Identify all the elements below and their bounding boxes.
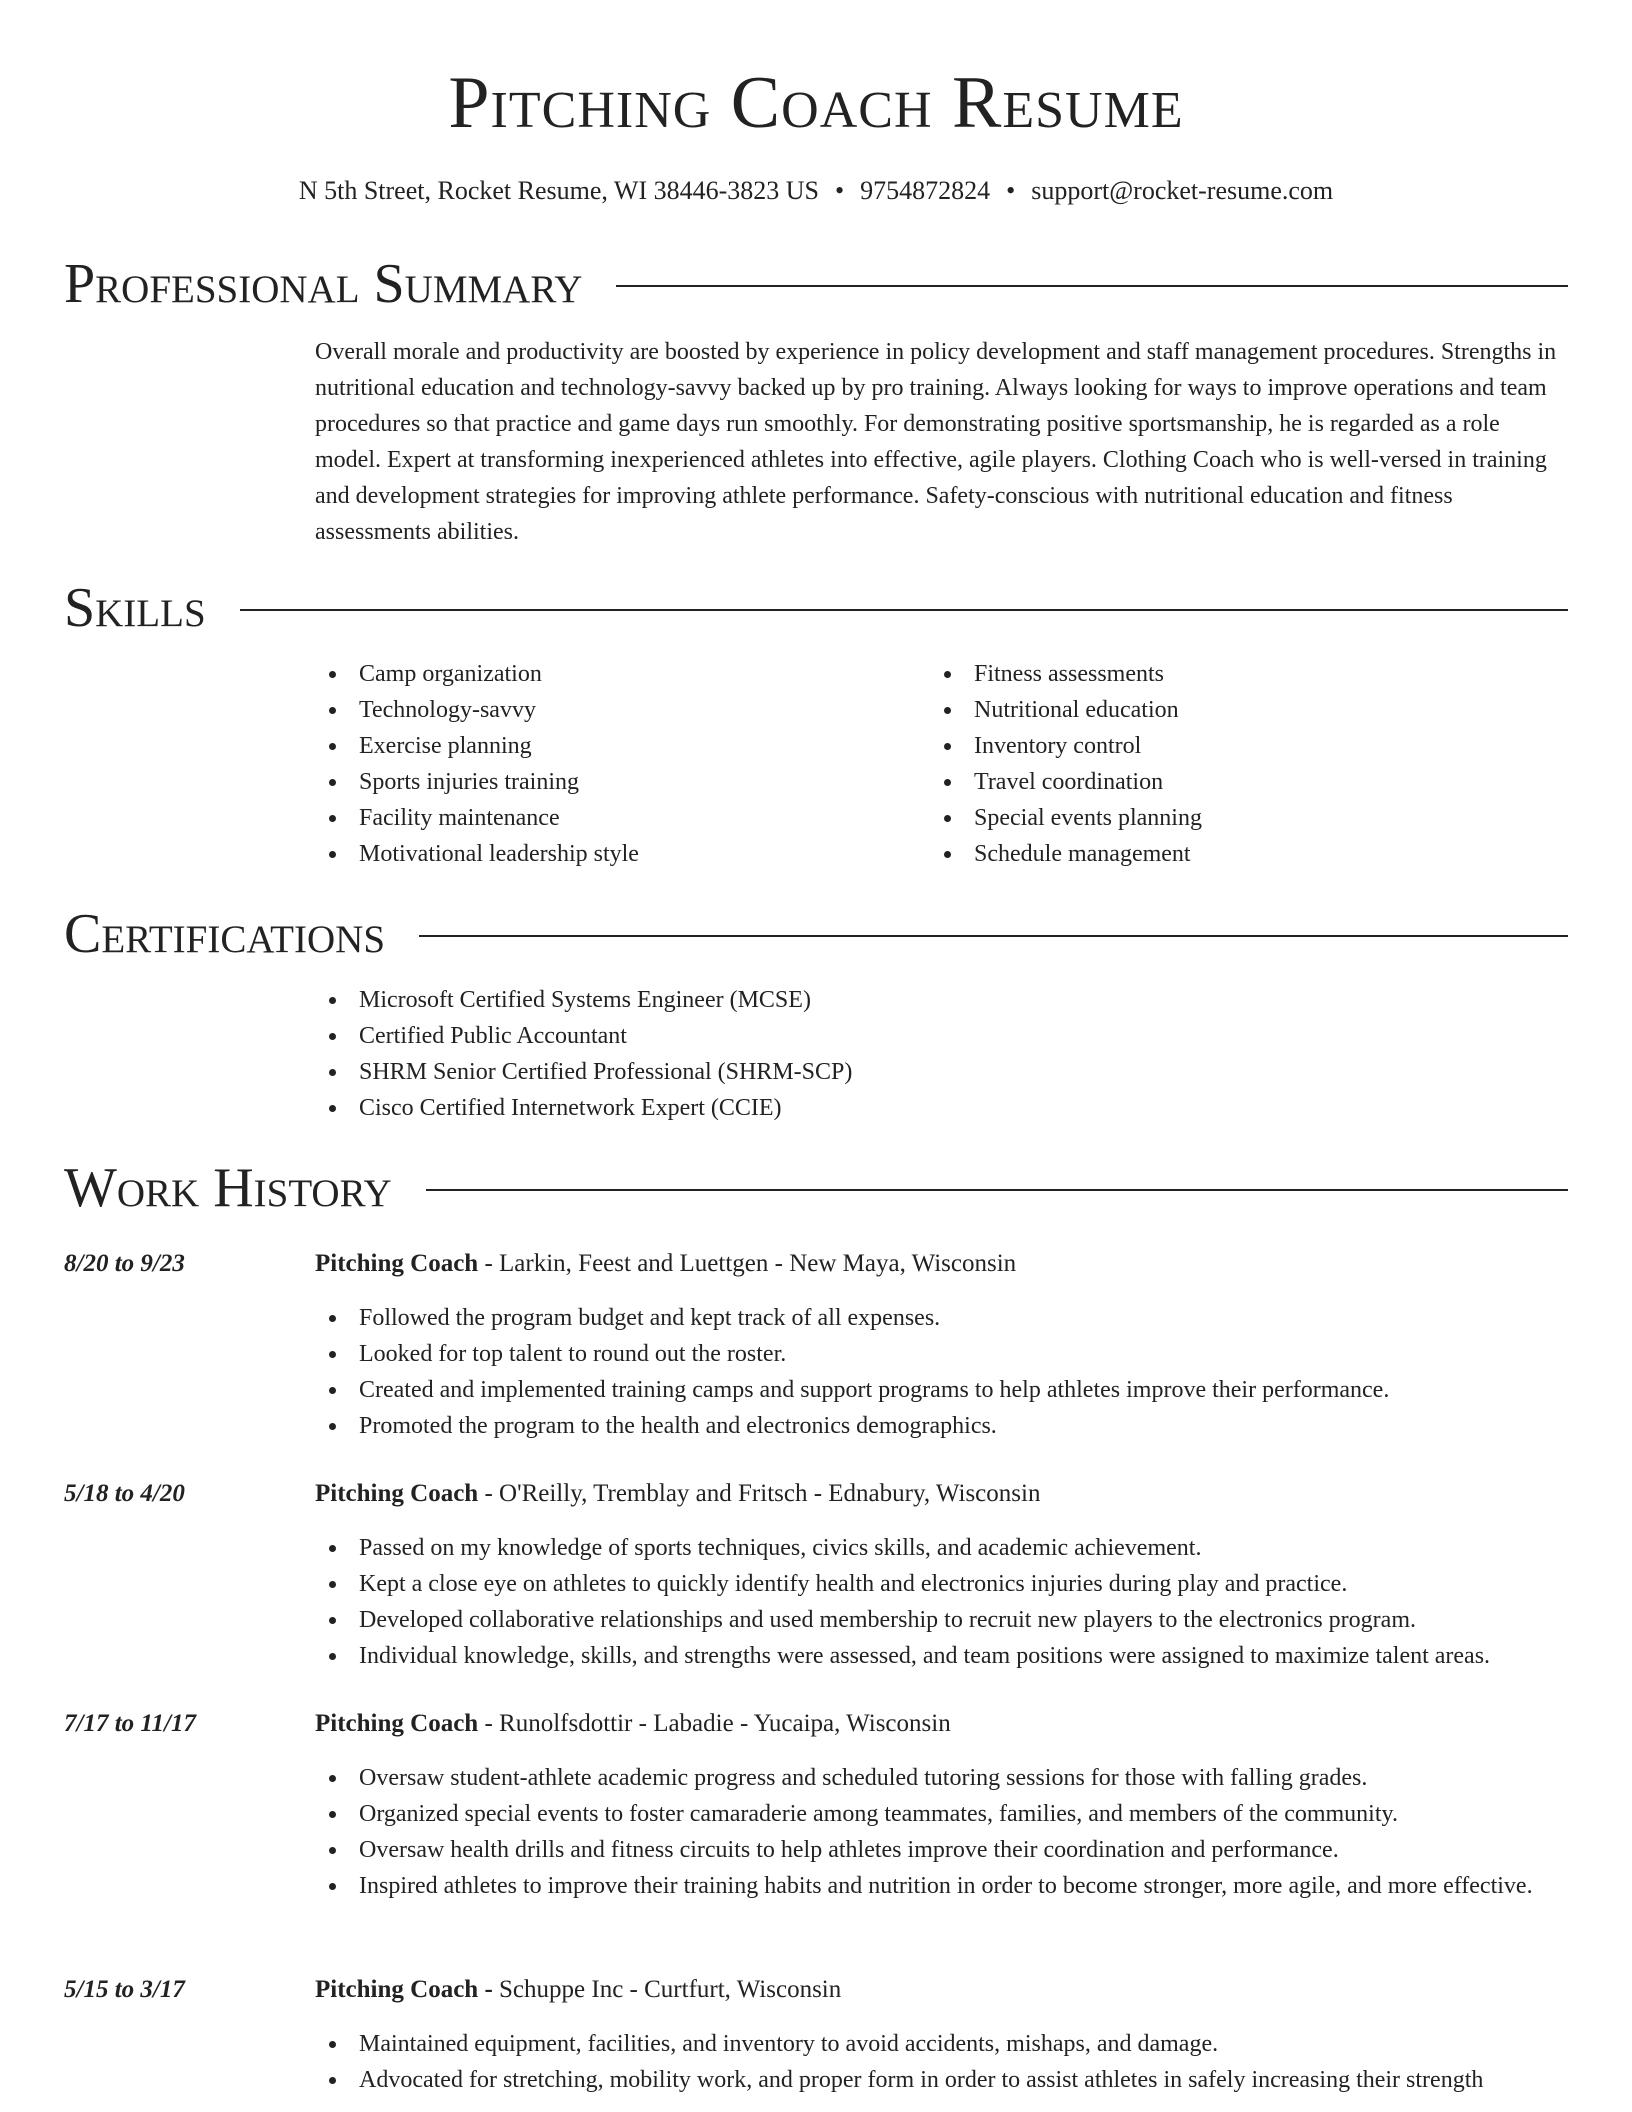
resume-title: Pitching Coach Resume — [448, 62, 1184, 144]
job-dates: 8/20 to 9/23 — [64, 1250, 185, 1277]
certifications-heading: Certifications — [64, 903, 386, 965]
skills-list-left — [315, 656, 915, 872]
job-bullet: Promoted the program to the health and electronics demographics. — [315, 1408, 1570, 1444]
certification-item: Cisco Certified Internetwork Expert (CCIE) — [315, 1090, 1570, 1126]
job-employer: - Runolfsdottir - Labadie - Yucaipa, Wisconsin — [484, 1710, 951, 1737]
job-bullet: Created and implemented training camps and support programs to help athletes improve their performance. — [315, 1372, 1570, 1408]
certification-item: SHRM Senior Certified Professional (SHRM-SCP) — [315, 1054, 1570, 1090]
job-bullet-list — [315, 1530, 1570, 1674]
skills-list-right — [930, 656, 1530, 872]
skill-item: Facility maintenance — [315, 800, 915, 836]
job-bullet: Looked for top talent to round out the roster. — [315, 1336, 1570, 1372]
job-employer: - O'Reilly, Tremblay and Fritsch - Ednabury, Wisconsin — [484, 1480, 1041, 1507]
job-bullets — [315, 1300, 1570, 1444]
skill-item: Inventory control — [930, 728, 1530, 764]
skill-item: Special events planning — [930, 800, 1530, 836]
summary-text: Overall morale and productivity are boosted by experience in policy development and staff management procedures. Strengths in nutritional education and technology-savvy backed up by pro training. Always looking for ways to improve operations and team procedures so that practice and game days run smoothly. For demonstrating positive sportsmanship, he is regarded as a role model. Expert at transforming inexperienced athletes into effective, agile players. Clothing Coach who is well-versed in training and development strategies for improving athlete performance. Safety-conscious with nutritional education and fitness assessments abilities. — [315, 339, 1557, 545]
certifications-column — [315, 982, 1570, 1126]
job-dates: 5/15 to 3/17 — [64, 1976, 185, 2003]
job-bullet-list — [315, 2026, 1570, 2098]
job-employer: Schuppe Inc - Curtfurt, Wisconsin — [499, 1976, 842, 2003]
contact-email[interactable]: support@rocket-resume.com — [1031, 176, 1334, 205]
skill-item: Travel coordination — [930, 764, 1530, 800]
contact-address: N 5th Street, Rocket Resume, WI 38446-3823 US — [298, 176, 820, 205]
summary-heading: Professional Summary — [64, 253, 583, 315]
job-dates: 5/18 to 4/20 — [64, 1480, 185, 1507]
job-bullet: Inspired athletes to improve their training habits and nutrition in order to become stronger, more agile, and more effective. — [315, 1868, 1570, 1904]
job-bullet: Kept a close eye on athletes to quickly identify health and electronics injuries during play and practice. — [315, 1566, 1570, 1602]
skills-left-column — [315, 656, 915, 872]
job-bullet: Maintained equipment, facilities, and inventory to avoid accidents, mishaps, and damage. — [315, 2026, 1570, 2062]
contact-separator: • — [835, 176, 845, 205]
job-bullets — [315, 2026, 1570, 2098]
skills-heading: Skills — [64, 577, 206, 639]
job-bullets — [315, 1760, 1570, 1904]
certifications-list — [315, 982, 1570, 1126]
section-divider — [419, 935, 1568, 937]
certification-item: Certified Public Accountant — [315, 1018, 1570, 1054]
job-bullet: Developed collaborative relationships and used membership to recruit new players to the electronics program. — [315, 1602, 1570, 1638]
job-bullet-list — [315, 1760, 1570, 1904]
skill-item: Technology-savvy — [315, 692, 915, 728]
contact-phone: 9754872824 — [860, 176, 991, 205]
skill-item: Nutritional education — [930, 692, 1530, 728]
job-header — [315, 1246, 1570, 1282]
job-header — [315, 1706, 1570, 1742]
job-bullet-list — [315, 1300, 1570, 1444]
job-header — [315, 1972, 1570, 2008]
skill-item: Sports injuries training — [315, 764, 915, 800]
job-bullet: Advocated for stretching, mobility work, and proper form in order to assist athletes in safely increasing their strength — [315, 2062, 1570, 2098]
section-divider — [240, 609, 1568, 611]
job-employer: - Larkin, Feest and Luettgen - New Maya, Wisconsin — [484, 1250, 1017, 1277]
certification-item: Microsoft Certified Systems Engineer (MCSE) — [315, 982, 1570, 1018]
certifications-section-header — [64, 902, 1568, 966]
job-title: Pitching Coach - — [315, 1976, 493, 2003]
job-bullet: Organized special events to foster camaraderie among teammates, families, and members of the community. — [315, 1796, 1570, 1832]
job-dates: 7/17 to 11/17 — [64, 1710, 196, 1737]
skill-item: Fitness assessments — [930, 656, 1530, 692]
skill-item: Schedule management — [930, 836, 1530, 872]
job-bullet: Oversaw health drills and fitness circuits to help athletes improve their coordination and performance. — [315, 1832, 1570, 1868]
work-heading: Work History — [64, 1157, 392, 1219]
summary-section-header — [64, 252, 1568, 316]
section-divider — [426, 1189, 1568, 1191]
contact-line — [0, 174, 1632, 208]
job-title: Pitching Coach — [315, 1480, 479, 1507]
job-bullets — [315, 1530, 1570, 1674]
skills-section-header — [64, 576, 1568, 640]
job-bullet: Oversaw student-athlete academic progress and scheduled tutoring sessions for those with falling grades. — [315, 1760, 1570, 1796]
job-bullet: Passed on my knowledge of sports techniques, civics skills, and academic achievement. — [315, 1530, 1570, 1566]
skills-right-column — [930, 656, 1530, 872]
job-bullet: Followed the program budget and kept track of all expenses. — [315, 1300, 1570, 1336]
skill-item: Motivational leadership style — [315, 836, 915, 872]
skill-item: Camp organization — [315, 656, 915, 692]
work-section-header — [64, 1156, 1568, 1220]
job-bullet: Individual knowledge, skills, and strengths were assessed, and team positions were assigned to maximize talent areas. — [315, 1638, 1570, 1674]
contact-separator: • — [1006, 176, 1016, 205]
job-header — [315, 1476, 1570, 1512]
job-title: Pitching Coach — [315, 1250, 479, 1277]
job-title: Pitching Coach — [315, 1710, 479, 1737]
section-divider — [616, 285, 1568, 287]
skill-item: Exercise planning — [315, 728, 915, 764]
